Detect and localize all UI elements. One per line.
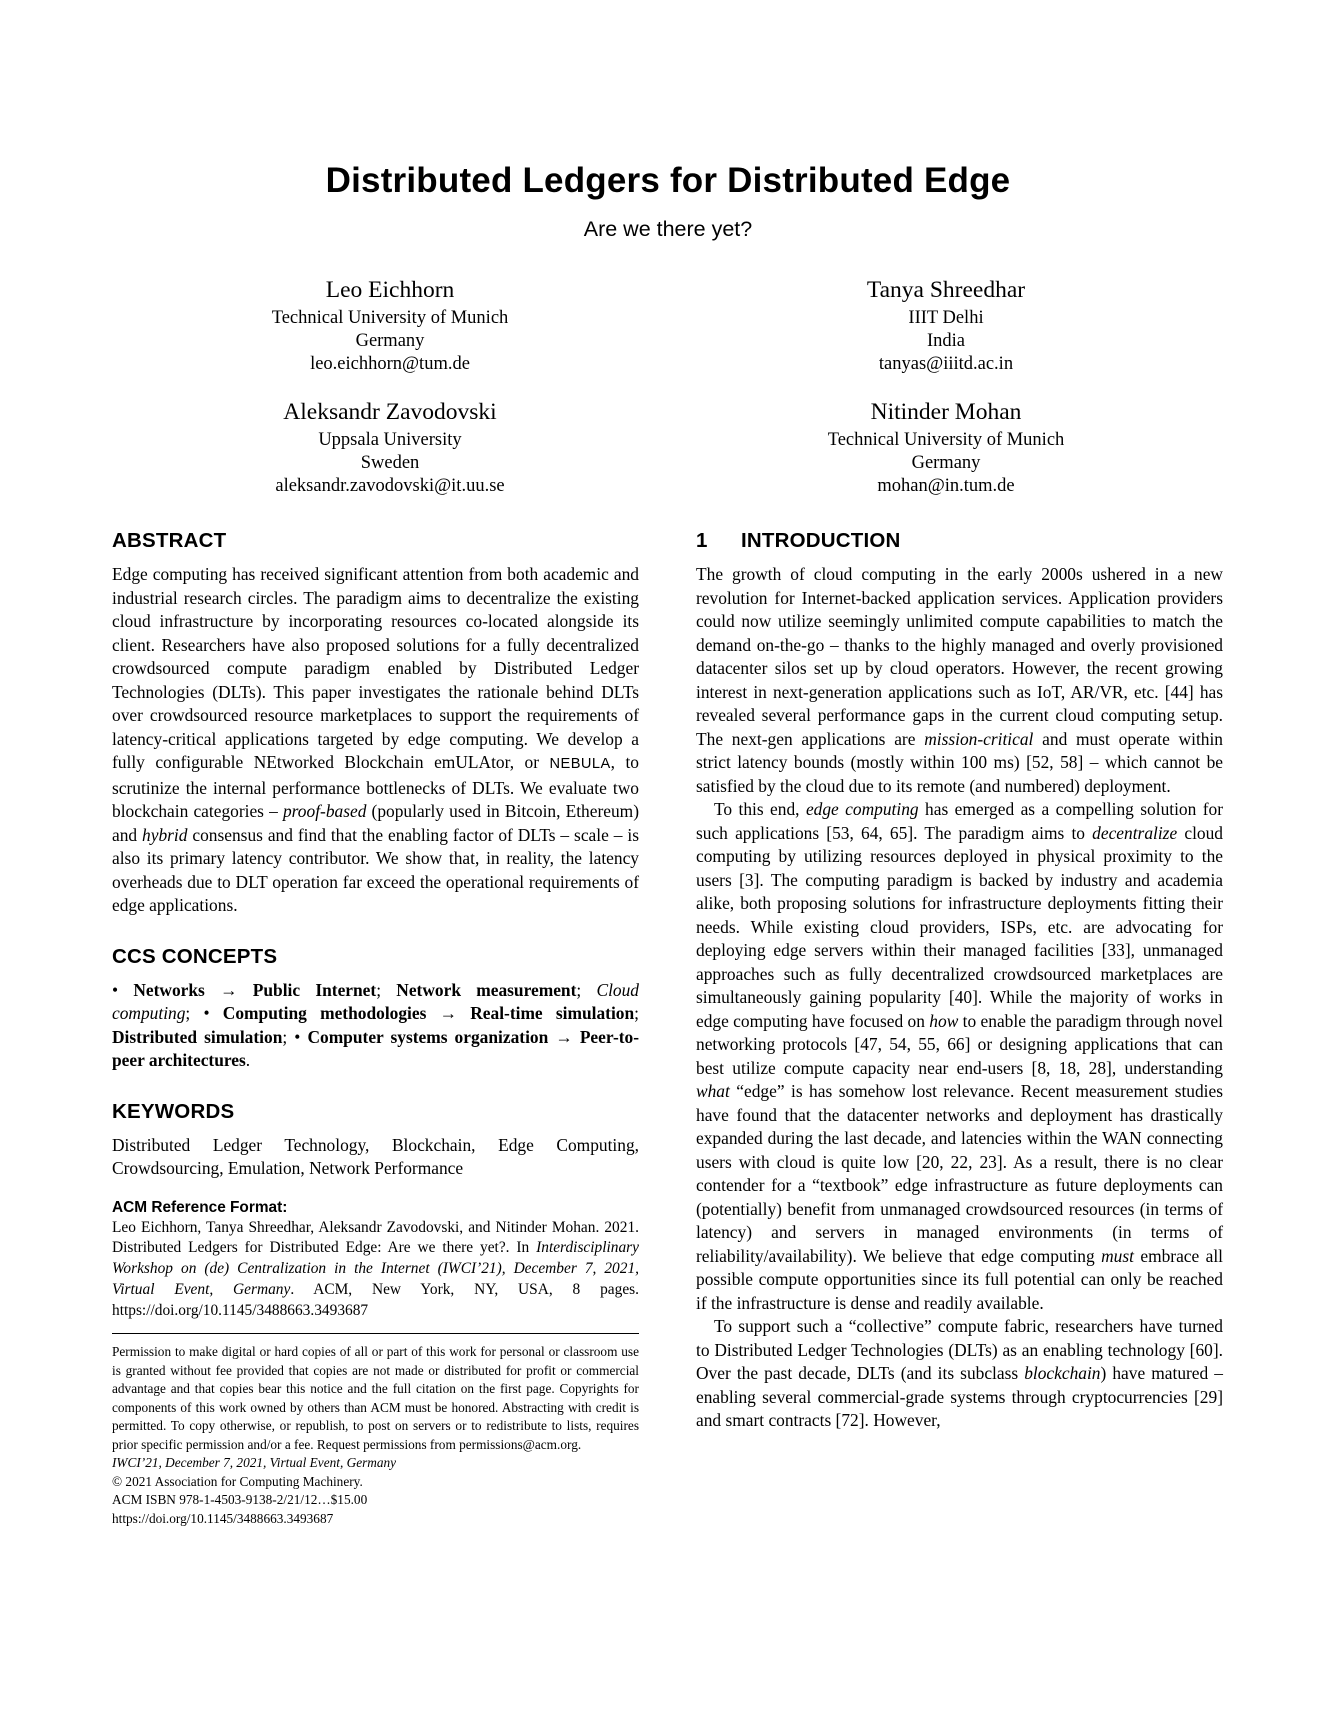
- right-column: [696, 528, 1223, 1528]
- author-email: mohan@in.tum.de: [877, 476, 1015, 496]
- introduction-heading: [696, 528, 1223, 553]
- left-column: [112, 528, 639, 1528]
- author-grid: [112, 276, 1224, 498]
- keywords-heading: KEYWORDS: [112, 1099, 235, 1123]
- author-email: aleksandr.zavodovski@it.uu.se: [275, 476, 505, 496]
- author-email: tanyas@iiitd.ac.in: [878, 354, 1014, 374]
- author-affiliation: Technical University of Munich: [271, 308, 509, 328]
- paper-subtitle: Are we there yet?: [583, 217, 753, 241]
- author-name: Tanya Shreedhar: [866, 277, 1026, 303]
- author-country: Sweden: [360, 453, 420, 473]
- author-block: [112, 398, 668, 498]
- footnote-doi: https://doi.org/10.1145/3488663.3493687: [112, 1510, 334, 1526]
- paper-header: [112, 160, 1224, 498]
- intro-paragraph: To support such a “collective” compute fabric, researchers have turned to Distributed Ledger Technologies (DLTs) as an enabling technology [60]. Over the past decade, DLTs (and its subclass blockchain) have matured – enabling several commercial-grade systems through cryptocurrencies [29] and smart contracts [72]. However,: [696, 1316, 1223, 1430]
- abstract-heading: ABSTRACT: [112, 529, 227, 552]
- author-block: [112, 276, 668, 376]
- author-block: [668, 398, 1224, 498]
- author-affiliation: Uppsala University: [318, 430, 462, 450]
- footnote-venue: IWCI’21, December 7, 2021, Virtual Event, Germany: [112, 1455, 397, 1471]
- author-affiliation: Technical University of Munich: [827, 430, 1065, 450]
- author-email: leo.eichhorn@tum.de: [310, 354, 470, 374]
- section-label: INTRODUCTION: [741, 529, 901, 552]
- acm-reference-text: Leo Eichhorn, Tanya Shreedhar, Aleksandr Zavodovski, and Nitinder Mohan. 2021. Distributed Ledgers for Distributed Edge: Are we there yet?. In Interdisciplinary Workshop on (de) Centralization in the Internet (IWCI’21), December 7, 2021, Virtual Event, Germany. ACM, New York, NY, USA, 8 pages. https://doi.org/10.1145/3488663.3493687: [112, 1218, 639, 1319]
- footnote-divider: [112, 1333, 639, 1334]
- author-block: [668, 276, 1224, 376]
- two-column-body: [112, 528, 1224, 1528]
- intro-paragraph: The growth of cloud computing in the early 2000s ushered in a new revolution for Internet-backed application services. Application providers could now utilize seemingly unlimited compute capabilities to match the demand on-the-go – thanks to the highly managed and overly provisioned datacenter silos set up by cloud operators. However, the recent growing interest in next-generation applications such as IoT, AR/VR, etc. [44] has revealed several performance gaps in the current cloud computing setup. The next-gen applications are mission-critical and must operate within strict latency bounds (mostly within 100 ms) [52, 58] – which cannot be satisfied by the cloud due to its remote (and numbered) deployment.: [696, 564, 1224, 796]
- author-affiliation: IIIT Delhi: [908, 308, 984, 328]
- permission-text: Permission to make digital or hard copies of all or part of this work for personal or classroom use is granted without fee provided that copies are not made or distributed for profit or commercial advantage and that copies bear this notice and the full citation on the first page. Copyrights for components of this work owned by others than ACM must be honored. Abstracting with credit is permitted. To copy otherwise, or republish, to post on servers or to redistribute to lists, requires prior specific permission and/or a fee. Request permissions from permissions@acm.org.: [112, 1344, 639, 1452]
- author-country: Germany: [911, 453, 981, 473]
- author-name: Leo Eichhorn: [325, 277, 455, 303]
- author-country: Germany: [355, 331, 425, 351]
- keywords-text: Distributed Ledger Technology, Blockchain, Edge Computing, Crowdsourcing, Emulation, Network Performance: [112, 1134, 639, 1178]
- acm-reference-heading: ACM Reference Format:: [112, 1198, 288, 1216]
- abstract-text: Edge computing has received significant attention from both academic and industrial research circles. The paradigm aims to decentralize the existing cloud infrastructure by incorporating resources co-located alongside its client. Researchers have also proposed solutions for a fully decentralized crowdsourced compute paradigm enabled by Distributed Ledger Technologies (DLTs). This paper investigates the rationale behind DLTs over crowdsourced resource marketplaces to support the requirements of latency-critical applications targeted by edge computing. We develop a fully configurable NEtworked Blockchain emULAtor, or NEBULA, to scrutinize the internal performance bottlenecks of DLTs. We evaluate two blockchain categories – proof-based (popularly used in Bitcoin, Ethereum) and hybrid consensus and find that the enabling factor of DLTs – scale – is also its primary latency contributor. We show that, in reality, the latency overheads due to DLT operation far exceed the operational requirements of edge applications.: [112, 564, 639, 915]
- section-number: 1: [696, 529, 708, 552]
- acm-reference-block: [112, 1197, 639, 1322]
- author-name: Nitinder Mohan: [870, 399, 1022, 425]
- author-name: Aleksandr Zavodovski: [283, 399, 497, 425]
- author-country: India: [926, 331, 965, 351]
- footnote-copyright: © 2021 Association for Computing Machinery.: [112, 1473, 363, 1489]
- footnote-isbn: ACM ISBN 978-1-4503-9138-2/21/12…$15.00: [112, 1492, 368, 1508]
- ccs-heading: CCS CONCEPTS: [112, 944, 278, 968]
- paper-title: Distributed Ledgers for Distributed Edge: [325, 161, 1011, 200]
- footnote-block: [112, 1333, 639, 1528]
- ccs-text: • Networks → Public Internet; Network measurement; Cloud computing; • Computing methodologies → Real-time simulation; Distributed simulation; • Computer systems organization → Peer-to-peer architectures.: [112, 979, 640, 1070]
- intro-paragraph: To this end, edge computing has emerged as a compelling solution for such applications [53, 64, 65]. The paradigm aims to decentralize cloud computing by utilizing resources deployed in physical proximity to the users [3]. The computing paradigm is backed by industry and academia alike, both proposing solutions for infrastructure deployments fitting their needs. While existing cloud providers, ISPs, etc. are advocating for deploying edge servers within their managed facilities [33], unmanaged approaches such as fully decentralized crowdsourced marketplaces are simultaneously gaining popularity [40]. While the majority of works in edge computing have focused on how to enable the paradigm through novel networking protocols [47, 54, 55, 66] or designing applications that can best utilize compute capacity near end-users [8, 18, 28], understanding what “edge” is has somehow lost relevance. Recent measurement studies have found that the datacenter networks and deployment has drastically expanded during the last decade, and latencies within the WAN connecting users with cloud is quite low [20, 22, 23]. As a result, there is no clear contender for a “textbook” edge infrastructure as future deployments can (potentially) benefit from unmanaged crowdsourced resources (in terms of latency) and servers in managed environments (in terms of reliability/availability). We believe that edge computing must embrace all possible compute opportunities since its full potential can only be reached if the infrastructure is dense and readily available.: [696, 799, 1224, 1313]
